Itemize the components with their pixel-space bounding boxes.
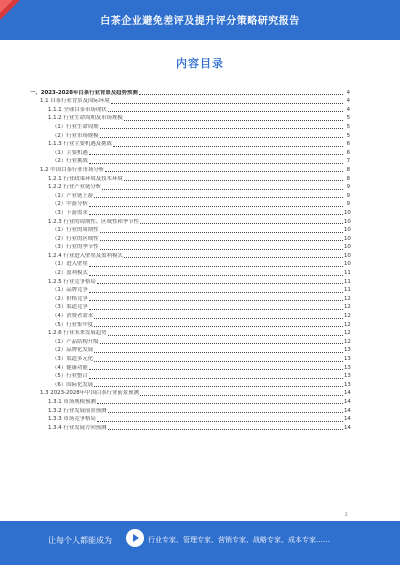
toc-entry-label: 一、2023-2028年白茶行业背景及趋势预测 xyxy=(30,89,138,96)
toc-entry-page: 12 xyxy=(344,313,351,320)
toc-leader-dots xyxy=(108,334,343,336)
toc-entry-label: （2）行业市场规模 xyxy=(52,132,99,139)
toc-entry[interactable] xyxy=(30,320,350,329)
toc-entry-page: 13 xyxy=(344,364,351,371)
toc-entry[interactable] xyxy=(30,243,350,252)
toc-entry-page: 5 xyxy=(346,132,350,139)
toc-leader-dots xyxy=(111,102,343,104)
toc-entry[interactable] xyxy=(30,122,350,131)
toc-entry[interactable] xyxy=(30,234,350,243)
toc-entry-page: 13 xyxy=(344,356,351,362)
toc-leader-dots xyxy=(89,162,343,164)
toc-entry-label: 1.2.6 行业未来发展趋势 xyxy=(48,330,107,337)
toc-entry-label: （5）行业集中度 xyxy=(52,321,94,328)
toc-entry-page: 14 xyxy=(344,390,351,397)
toc-entry-page: 14 xyxy=(344,398,351,405)
toc-entry-label: （1）行业生命周期 xyxy=(52,123,99,130)
toc-entry[interactable] xyxy=(30,88,350,97)
toc-entry[interactable] xyxy=(30,423,350,432)
toc-entry-label: （1）产业链上游 xyxy=(52,192,94,199)
toc-entry[interactable] xyxy=(30,226,350,235)
toc-entry-label: （2）盈利模式 xyxy=(52,270,88,277)
toc-entry-page: 14 xyxy=(344,424,351,431)
toc-entry-page: 10 xyxy=(344,209,351,216)
toc-entry-label: 1.3.2 行业发展前景预测 xyxy=(48,407,107,414)
toc-leader-dots xyxy=(124,256,343,258)
toc-entry-label: 1.1 白茶行业背景及国际环境 xyxy=(40,98,110,105)
toc-entry-label: 1.3.3 市场竞争格局 xyxy=(48,416,96,423)
toc-entry-page: 5 xyxy=(346,115,350,122)
toc-entry-page: 6 xyxy=(346,149,350,156)
toc-entry-label: （2）品牌化发展 xyxy=(52,347,94,354)
toc-entry-page: 10 xyxy=(344,227,351,234)
toc-entry-label: 1.3.4 行业发展方向预测 xyxy=(48,424,107,431)
toc-leader-dots xyxy=(139,93,343,95)
toc-entry-page: 12 xyxy=(344,330,351,337)
toc-entry-label: 1.2.2 行业产业链分析 xyxy=(48,184,102,191)
toc-leader-dots xyxy=(94,196,343,198)
toc-entry-label: 1.2 中国白茶行业市场分析 xyxy=(40,166,105,173)
toc-entry-label: 1.2.5 行业竞争格局 xyxy=(48,278,96,285)
toc-entry-page: 8 xyxy=(346,166,350,173)
toc-leader-dots xyxy=(100,136,343,138)
toc-entry-page: 11 xyxy=(344,287,351,294)
table-of-contents xyxy=(30,88,350,432)
toc-leader-dots xyxy=(89,368,343,370)
toc-entry-page: 9 xyxy=(346,201,350,208)
toc-entry[interactable] xyxy=(30,157,350,166)
toc-entry-label: （2）价格竞争 xyxy=(52,295,88,302)
toc-entry[interactable] xyxy=(30,277,350,286)
toc-leader-dots xyxy=(89,265,343,267)
toc-entry[interactable] xyxy=(30,148,350,157)
toc-entry-page: 12 xyxy=(344,321,351,328)
toc-entry[interactable] xyxy=(30,286,350,295)
toc-entry-page: 11 xyxy=(344,270,351,277)
toc-entry[interactable] xyxy=(30,380,350,389)
toc-entry-label: （3）渠道竞争 xyxy=(52,304,88,311)
toc-leader-dots xyxy=(89,213,343,215)
toc-leader-dots xyxy=(94,351,343,353)
toc-entry[interactable] xyxy=(30,294,350,303)
toc-entry-label: 1.1.2 行业生命周期及市场规模 xyxy=(48,115,123,122)
toc-leader-dots xyxy=(89,299,343,301)
toc-entry[interactable] xyxy=(30,354,350,363)
toc-leader-dots xyxy=(124,119,343,121)
toc-leader-dots xyxy=(94,317,343,319)
toc-entry-label: （3）渠道多元化 xyxy=(52,356,94,362)
toc-leader-dots xyxy=(94,325,343,327)
toc-entry-page: 9 xyxy=(346,184,350,191)
toc-leader-dots xyxy=(140,222,343,224)
toc-entry-label: （2）中游分析 xyxy=(52,201,88,208)
toc-entry-page: 12 xyxy=(344,338,351,345)
toc-entry-label: （4）健康功能 xyxy=(52,364,88,371)
page-indicator: 2 xyxy=(345,512,348,517)
toc-leader-dots xyxy=(108,428,343,430)
toc-entry-label: （1）品牌竞争 xyxy=(52,287,88,294)
toc-entry[interactable] xyxy=(30,268,350,277)
toc-leader-dots xyxy=(97,402,343,404)
toc-entry-page: 10 xyxy=(344,252,351,259)
toc-entry-label: 1.2.4 行业进入壁垒及盈利模式 xyxy=(48,252,123,259)
toc-leader-dots xyxy=(100,342,343,344)
toc-entry-page: 8 xyxy=(346,175,350,182)
toc-entry[interactable] xyxy=(30,131,350,140)
toc-leader-dots xyxy=(113,145,343,147)
toc-leader-dots xyxy=(100,248,343,250)
toc-entry-page: 13 xyxy=(344,381,351,388)
toc-leader-dots xyxy=(97,282,343,284)
toc-leader-dots xyxy=(100,239,343,241)
toc-entry[interactable] xyxy=(30,346,350,355)
toc-leader-dots xyxy=(89,274,343,276)
toc-leader-dots xyxy=(102,188,343,190)
toc-leader-dots xyxy=(89,291,343,293)
toc-entry-label: 1.3.1 市场规模预测 xyxy=(48,398,96,405)
toc-entry[interactable] xyxy=(30,372,350,381)
toc-entry-label: （1）主要机遇 xyxy=(52,149,88,156)
toc-entry[interactable] xyxy=(30,415,350,424)
toc-entry[interactable] xyxy=(30,363,350,372)
toc-leader-dots xyxy=(89,308,343,310)
toc-leader-dots xyxy=(94,385,343,387)
toc-entry-label: （3）行业的季节性 xyxy=(52,244,99,251)
toc-entry[interactable] xyxy=(30,406,350,415)
toc-entry-page: 12 xyxy=(344,304,351,311)
toc-entry-page: 14 xyxy=(344,416,351,423)
toc-entry[interactable] xyxy=(30,97,350,106)
toc-entry[interactable] xyxy=(30,140,350,149)
toc-leader-dots xyxy=(89,377,343,379)
toc-entry-label: （1）进入壁垒 xyxy=(52,261,88,268)
toc-leader-dots xyxy=(94,360,343,362)
toc-entry-page: 10 xyxy=(344,218,351,225)
toc-entry[interactable] xyxy=(30,389,350,398)
toc-leader-dots xyxy=(100,127,343,129)
toc-entry[interactable] xyxy=(30,191,350,200)
arrow-right-icon[interactable] xyxy=(126,529,144,547)
toc-entry[interactable] xyxy=(30,200,350,209)
toc-entry-label: （5）行业整合 xyxy=(52,373,88,380)
toc-leader-dots xyxy=(140,394,343,396)
toc-entry[interactable] xyxy=(30,208,350,217)
toc-entry-label: 1.1.3 行业主要机遇及挑战 xyxy=(48,141,112,148)
toc-entry-page: 10 xyxy=(344,235,351,242)
toc-leader-dots xyxy=(105,170,343,172)
toc-entry-label: （3）下游需求 xyxy=(52,209,88,216)
footer-cta-text: 让每个人都能成为 xyxy=(48,536,112,545)
toc-entry[interactable] xyxy=(30,217,350,226)
toc-entry-page: 9 xyxy=(346,192,350,199)
toc-entry-page: 7 xyxy=(346,158,350,165)
toc-entry[interactable] xyxy=(30,329,350,338)
toc-entry[interactable] xyxy=(30,303,350,312)
toc-entry[interactable] xyxy=(30,311,350,320)
toc-entry-page: 14 xyxy=(344,407,351,414)
toc-leader-dots xyxy=(108,110,343,112)
toc-entry-page: 4 xyxy=(346,98,350,105)
report-title: 白茶企业避免差评及提升评分策略研究报告 xyxy=(100,16,300,27)
toc-entry-label: （6）国际化发展 xyxy=(52,381,94,388)
toc-entry-label: 1.2.3 行业的周期性、区域性和季节性 xyxy=(48,218,139,225)
toc-entry-label: （1）行业的周期性 xyxy=(52,227,99,234)
toc-entry[interactable] xyxy=(30,114,350,123)
toc-leader-dots xyxy=(108,411,343,413)
toc-entry-label: （2）行业挑战 xyxy=(52,158,88,165)
footer-roles-text: 行业专家、管理专家、营销专家、战略专家、成本专家…… xyxy=(148,536,330,544)
toc-entry-label: （1）产品结构升级 xyxy=(52,338,99,345)
toc-entry[interactable] xyxy=(30,337,350,346)
toc-leader-dots xyxy=(89,153,343,155)
toc-entry-label: （4）消费者需求 xyxy=(52,313,94,320)
toc-leader-dots xyxy=(124,179,343,181)
toc-entry[interactable] xyxy=(30,105,350,114)
footer-banner xyxy=(0,521,400,565)
toc-entry-page: 11 xyxy=(344,278,351,285)
toc-entry[interactable] xyxy=(30,397,350,406)
toc-entry[interactable] xyxy=(30,174,350,183)
toc-entry-page: 4 xyxy=(346,89,350,96)
toc-entry[interactable] xyxy=(30,183,350,192)
toc-entry-label: 1.1.1 全球白茶市场现状 xyxy=(48,106,107,113)
toc-heading: 内容目录 xyxy=(176,57,224,70)
toc-entry-page: 5 xyxy=(346,123,350,130)
toc-entry-label: 1.3 2023-2028年中国白茶行业前景预测 xyxy=(40,390,139,397)
toc-entry-label: 1.2.1 行业政策环境及技术环境 xyxy=(48,175,123,182)
toc-entry-page: 13 xyxy=(344,373,351,380)
toc-leader-dots xyxy=(97,420,343,422)
toc-entry[interactable] xyxy=(30,251,350,260)
toc-leader-dots xyxy=(100,231,343,233)
toc-entry-label: （2）行业的区域性 xyxy=(52,235,99,242)
header-banner xyxy=(0,0,400,40)
toc-entry[interactable] xyxy=(30,165,350,174)
toc-entry-page: 4 xyxy=(346,106,350,113)
toc-entry-page: 10 xyxy=(344,244,351,251)
toc-entry-page: 12 xyxy=(344,295,351,302)
toc-entry-page: 13 xyxy=(344,347,351,354)
toc-leader-dots xyxy=(89,205,343,207)
toc-entry[interactable] xyxy=(30,260,350,269)
toc-entry-page: 6 xyxy=(346,141,350,148)
toc-entry-page: 10 xyxy=(344,261,351,268)
